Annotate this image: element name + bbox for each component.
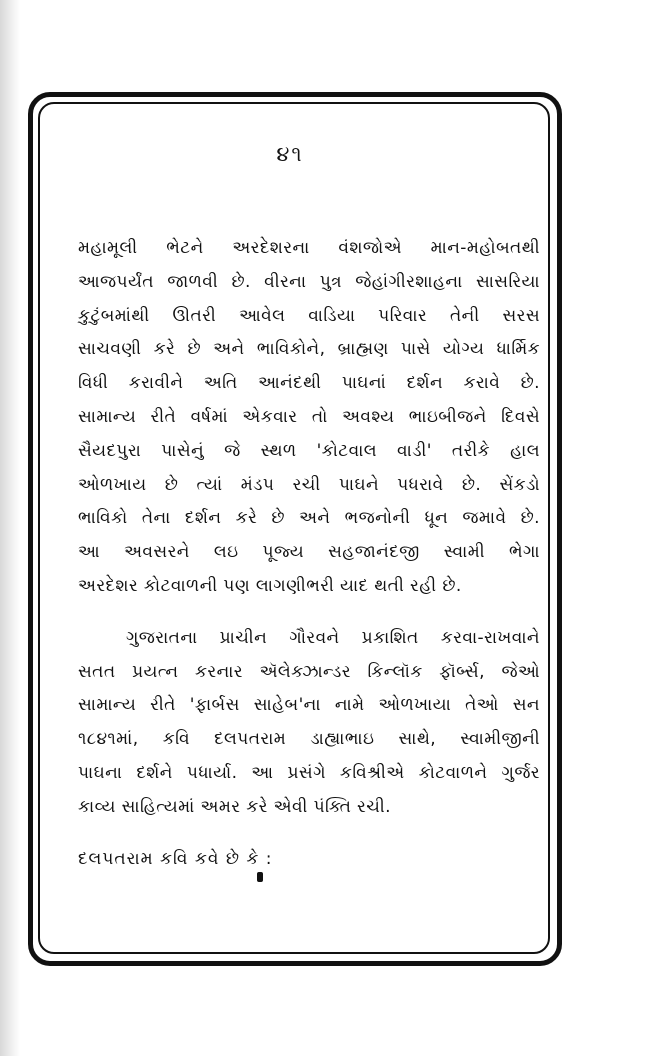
page-body xyxy=(78,232,540,876)
paragraph xyxy=(78,843,540,877)
text-line: ઓળખાય છે ત્યાં મંડપ રચી પાઘને પધરાવે છે. સેંકડો xyxy=(78,474,540,495)
paragraph-gap xyxy=(78,604,540,622)
page-number: ૪૧ xyxy=(276,142,304,166)
paragraph xyxy=(78,232,540,604)
text-line: પાઘના દર્શને પધાર્યા. આ પ્રસંગે કવિશ્રીએ કોટવાળને ગુર્જર xyxy=(78,762,540,783)
text-line: આજપર્યંત જાળવી છે. વીરના પુત્ર જેહાંગીરશાહના સાસરિયા xyxy=(78,271,540,292)
text-line: આ અવસરને લઇ પૂજ્ય સહજાનંદજી સ્વામી ભેગા xyxy=(78,542,540,563)
text-line: અરદેશર કોટવાળની પણ લાગણીભરી યાદ થતી રહી છે. xyxy=(78,575,462,596)
text-line: સામાન્ય રીતે વર્ષમાં એકવાર તો અવશ્ય ભાઇબીજને દિવસે xyxy=(78,406,540,427)
text-line: દલપતરામ કવિ કવે છે કે : xyxy=(78,848,273,869)
text-line: સૈયદપુરા પાસેનું જે સ્થળ 'કોટવાલ વાડી' તરીકે હાલ xyxy=(78,440,540,461)
text-line: ગુજરાતના પ્રાચીન ગૌરવને પ્રકાશિત કરવા-રાખવાને xyxy=(126,627,540,648)
paragraph xyxy=(78,622,540,825)
text-line: મહામૂલી ભેટને અરદેશરના વંશજોએ માન-મહોબતથી xyxy=(78,238,540,258)
paragraph-gap xyxy=(78,825,540,843)
text-line: કુટુંબમાંથી ઊતરી આવેલ વાડિયા પરિવાર તેની સરસ xyxy=(78,305,540,326)
text-line: સામાન્ય રીતે 'ફાર્બસ સાહેબ'ના નામે ઓળખાયા તેઓ સન xyxy=(78,695,540,716)
text-line: ૧૮૪૧માં, કવિ દલપતરામ ડાહ્યાભાઇ સાથે, સ્વામીજીની xyxy=(78,729,540,750)
text-line: સાચવણી કરે છે અને ભાવિકોને, બ્રાહ્મણ પાસે યોગ્ય ધાર્મિક xyxy=(78,339,540,360)
text-line: કાવ્ય સાહિત્યમાં અમર કરે એવી પંક્તિ રચી. xyxy=(78,796,391,817)
text-line: સતત પ્રયત્ન કરનાર ઍલેક્ઝાન્ડર કિન્લૉક ફૉર્બ્સ, જેઓ xyxy=(78,661,540,682)
text-line: વિધી કરાવીને અતિ આનંદથી પાઘનાં દર્શન કરાવે છે. xyxy=(78,373,540,394)
text-line: ભાવિકો તેના દર્શન કરે છે અને ભજનોની ધૂન જમાવે છે. xyxy=(78,508,540,529)
ink-mark xyxy=(257,872,263,882)
